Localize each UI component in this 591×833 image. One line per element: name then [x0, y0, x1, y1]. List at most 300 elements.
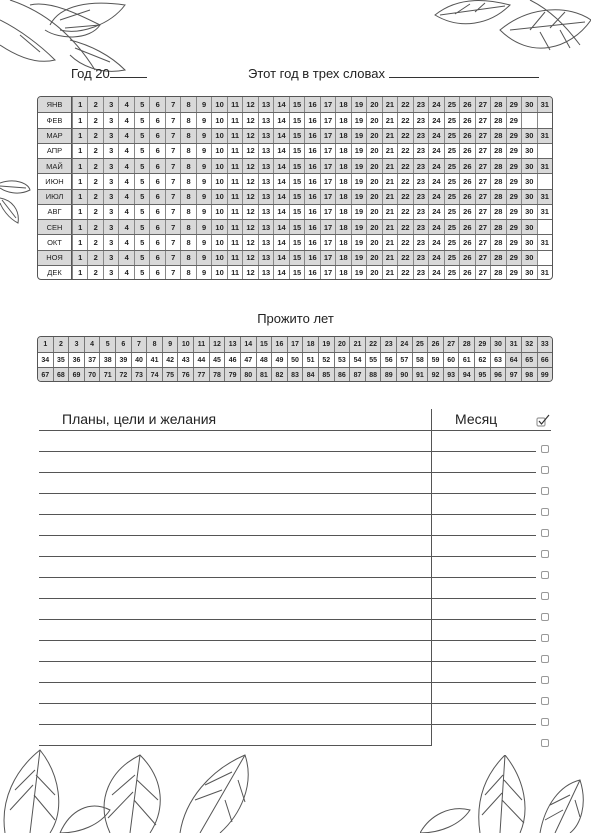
- year-cell[interactable]: 61: [458, 353, 474, 367]
- calendar-day-cell[interactable]: 1: [72, 159, 87, 173]
- calendar-day-cell[interactable]: 15: [289, 266, 304, 280]
- calendar-day-cell[interactable]: 5: [134, 113, 149, 127]
- calendar-day-cell[interactable]: 10: [211, 144, 226, 158]
- calendar-day-cell[interactable]: 2: [87, 174, 102, 188]
- year-cell[interactable]: 77: [193, 368, 209, 382]
- calendar-day-cell[interactable]: 16: [304, 266, 319, 280]
- calendar-day-cell[interactable]: 4: [118, 205, 133, 219]
- calendar-day-cell[interactable]: 10: [211, 251, 226, 265]
- calendar-day-cell[interactable]: 6: [149, 266, 164, 280]
- calendar-day-cell[interactable]: 17: [320, 190, 335, 204]
- calendar-day-cell[interactable]: 22: [397, 266, 412, 280]
- calendar-day-cell[interactable]: 25: [444, 220, 459, 234]
- calendar-day-cell[interactable]: 15: [289, 113, 304, 127]
- calendar-day-cell[interactable]: 12: [242, 159, 257, 173]
- plan-checkbox[interactable]: [541, 592, 549, 600]
- calendar-day-cell[interactable]: 9: [196, 266, 211, 280]
- calendar-day-cell[interactable]: 5: [134, 174, 149, 188]
- calendar-day-cell[interactable]: 3: [103, 129, 118, 143]
- calendar-day-cell[interactable]: 7: [165, 266, 180, 280]
- year-cell[interactable]: 70: [84, 368, 100, 382]
- calendar-day-cell[interactable]: 17: [320, 266, 335, 280]
- calendar-day-cell[interactable]: 30: [521, 251, 536, 265]
- plan-checkbox[interactable]: [541, 655, 549, 663]
- calendar-day-cell[interactable]: 5: [134, 251, 149, 265]
- plan-entry-line[interactable]: [39, 493, 536, 494]
- calendar-day-cell[interactable]: 27: [475, 266, 490, 280]
- calendar-day-cell[interactable]: 19: [351, 113, 366, 127]
- calendar-day-cell[interactable]: 18: [335, 113, 350, 127]
- year-cell[interactable]: 5: [99, 337, 115, 352]
- calendar-day-cell[interactable]: 1: [72, 144, 87, 158]
- calendar-day-cell[interactable]: 14: [273, 235, 288, 249]
- calendar-day-cell[interactable]: 2: [87, 159, 102, 173]
- year-cell[interactable]: 90: [396, 368, 412, 382]
- calendar-day-cell[interactable]: 28: [490, 235, 505, 249]
- calendar-day-cell[interactable]: 1: [72, 113, 87, 127]
- year-cell[interactable]: 39: [115, 353, 131, 367]
- year-cell[interactable]: 69: [68, 368, 84, 382]
- calendar-day-cell[interactable]: 24: [428, 235, 443, 249]
- year-cell[interactable]: 28: [458, 337, 474, 352]
- calendar-day-cell[interactable]: 31: [537, 235, 552, 249]
- calendar-day-cell[interactable]: 29: [506, 251, 521, 265]
- calendar-day-cell[interactable]: 25: [444, 266, 459, 280]
- calendar-day-cell[interactable]: 11: [227, 97, 242, 112]
- calendar-day-cell[interactable]: 8: [180, 190, 195, 204]
- calendar-day-cell[interactable]: 25: [444, 190, 459, 204]
- three-words-field[interactable]: [248, 66, 539, 81]
- calendar-day-cell[interactable]: 30: [521, 220, 536, 234]
- calendar-day-cell[interactable]: 26: [459, 113, 474, 127]
- year-cell[interactable]: 96: [490, 368, 506, 382]
- calendar-day-cell[interactable]: 8: [180, 266, 195, 280]
- calendar-day-cell[interactable]: 15: [289, 190, 304, 204]
- year-cell[interactable]: 12: [209, 337, 225, 352]
- year-cell[interactable]: 79: [224, 368, 240, 382]
- year-cell[interactable]: 48: [256, 353, 272, 367]
- year-cell[interactable]: 44: [193, 353, 209, 367]
- calendar-day-cell[interactable]: 23: [413, 205, 428, 219]
- calendar-day-cell[interactable]: 26: [459, 205, 474, 219]
- calendar-day-cell[interactable]: 14: [273, 205, 288, 219]
- calendar-day-cell[interactable]: 11: [227, 220, 242, 234]
- calendar-day-cell[interactable]: 4: [118, 97, 133, 112]
- calendar-day-cell[interactable]: 23: [413, 220, 428, 234]
- calendar-day-cell[interactable]: 29: [506, 129, 521, 143]
- year-cell[interactable]: 43: [177, 353, 193, 367]
- calendar-day-cell[interactable]: 24: [428, 190, 443, 204]
- calendar-day-cell[interactable]: 15: [289, 220, 304, 234]
- calendar-day-cell[interactable]: 16: [304, 97, 319, 112]
- calendar-day-cell[interactable]: 13: [258, 159, 273, 173]
- year-cell[interactable]: 74: [146, 368, 162, 382]
- calendar-day-cell[interactable]: 12: [242, 190, 257, 204]
- year-cell[interactable]: 94: [458, 368, 474, 382]
- calendar-day-cell[interactable]: 25: [444, 129, 459, 143]
- calendar-day-cell[interactable]: 8: [180, 205, 195, 219]
- calendar-day-cell[interactable]: 21: [382, 159, 397, 173]
- year-blank-line[interactable]: [110, 66, 147, 78]
- calendar-day-cell[interactable]: 23: [413, 266, 428, 280]
- calendar-day-cell[interactable]: 28: [490, 97, 505, 112]
- calendar-day-cell[interactable]: 31: [537, 205, 552, 219]
- calendar-day-cell[interactable]: 18: [335, 174, 350, 188]
- calendar-day-cell[interactable]: 28: [490, 144, 505, 158]
- year-cell[interactable]: 54: [349, 353, 365, 367]
- year-cell[interactable]: 51: [302, 353, 318, 367]
- calendar-day-cell[interactable]: 17: [320, 235, 335, 249]
- year-cell[interactable]: 24: [396, 337, 412, 352]
- calendar-day-cell[interactable]: 23: [413, 159, 428, 173]
- calendar-day-cell[interactable]: 6: [149, 235, 164, 249]
- calendar-day-cell[interactable]: 2: [87, 266, 102, 280]
- calendar-day-cell[interactable]: 13: [258, 251, 273, 265]
- calendar-day-cell[interactable]: 30: [521, 174, 536, 188]
- calendar-day-cell[interactable]: 27: [475, 129, 490, 143]
- calendar-day-cell[interactable]: 30: [521, 144, 536, 158]
- calendar-day-cell[interactable]: 3: [103, 220, 118, 234]
- year-cell[interactable]: 95: [474, 368, 490, 382]
- calendar-day-cell[interactable]: 20: [366, 113, 381, 127]
- calendar-day-cell[interactable]: 12: [242, 220, 257, 234]
- calendar-day-cell[interactable]: 24: [428, 113, 443, 127]
- calendar-day-cell[interactable]: 6: [149, 174, 164, 188]
- calendar-day-cell[interactable]: 26: [459, 266, 474, 280]
- year-cell[interactable]: 73: [131, 368, 147, 382]
- calendar-day-cell[interactable]: 13: [258, 205, 273, 219]
- plan-checkbox[interactable]: [541, 550, 549, 558]
- year-cell[interactable]: 46: [224, 353, 240, 367]
- year-cell[interactable]: 33: [537, 337, 553, 352]
- calendar-day-cell[interactable]: 6: [149, 97, 164, 112]
- calendar-day-cell[interactable]: 23: [413, 251, 428, 265]
- calendar-day-cell[interactable]: 2: [87, 220, 102, 234]
- year-cell[interactable]: 55: [365, 353, 381, 367]
- calendar-day-cell[interactable]: 9: [196, 174, 211, 188]
- calendar-day-cell[interactable]: 10: [211, 159, 226, 173]
- calendar-day-cell[interactable]: 9: [196, 235, 211, 249]
- calendar-day-cell[interactable]: 26: [459, 97, 474, 112]
- calendar-day-cell[interactable]: 8: [180, 129, 195, 143]
- calendar-day-cell[interactable]: 1: [72, 174, 87, 188]
- calendar-day-cell[interactable]: 27: [475, 190, 490, 204]
- calendar-day-cell[interactable]: 30: [521, 235, 536, 249]
- calendar-day-cell[interactable]: 13: [258, 113, 273, 127]
- year-cell[interactable]: 36: [68, 353, 84, 367]
- calendar-day-cell[interactable]: 18: [335, 129, 350, 143]
- calendar-day-cell[interactable]: 26: [459, 159, 474, 173]
- calendar-day-cell[interactable]: 1: [72, 190, 87, 204]
- calendar-day-cell[interactable]: 28: [490, 129, 505, 143]
- calendar-day-cell[interactable]: 28: [490, 266, 505, 280]
- calendar-day-cell[interactable]: 7: [165, 220, 180, 234]
- calendar-day-cell[interactable]: 11: [227, 205, 242, 219]
- calendar-day-cell[interactable]: 10: [211, 97, 226, 112]
- calendar-day-cell[interactable]: 26: [459, 235, 474, 249]
- year-cell[interactable]: 59: [427, 353, 443, 367]
- calendar-day-cell[interactable]: 13: [258, 266, 273, 280]
- calendar-day-cell[interactable]: 16: [304, 159, 319, 173]
- calendar-day-cell[interactable]: 17: [320, 97, 335, 112]
- year-cell[interactable]: 50: [287, 353, 303, 367]
- year-cell[interactable]: 71: [99, 368, 115, 382]
- calendar-day-cell[interactable]: 24: [428, 205, 443, 219]
- calendar-day-cell[interactable]: 15: [289, 174, 304, 188]
- calendar-day-cell[interactable]: 10: [211, 174, 226, 188]
- calendar-day-cell[interactable]: 7: [165, 159, 180, 173]
- calendar-day-cell[interactable]: 24: [428, 220, 443, 234]
- calendar-day-cell[interactable]: 29: [506, 266, 521, 280]
- calendar-day-cell[interactable]: 25: [444, 174, 459, 188]
- calendar-day-cell[interactable]: 16: [304, 205, 319, 219]
- calendar-day-cell[interactable]: 20: [366, 159, 381, 173]
- calendar-day-cell[interactable]: 1: [72, 97, 87, 112]
- calendar-day-cell[interactable]: 3: [103, 251, 118, 265]
- calendar-day-cell[interactable]: 27: [475, 97, 490, 112]
- calendar-day-cell[interactable]: 20: [366, 174, 381, 188]
- calendar-day-cell[interactable]: 10: [211, 190, 226, 204]
- year-cell[interactable]: 78: [209, 368, 225, 382]
- year-cell[interactable]: 68: [53, 368, 69, 382]
- year-cell[interactable]: 26: [427, 337, 443, 352]
- calendar-day-cell[interactable]: 25: [444, 113, 459, 127]
- calendar-day-cell[interactable]: 19: [351, 251, 366, 265]
- year-cell[interactable]: 17: [287, 337, 303, 352]
- calendar-day-cell[interactable]: 8: [180, 144, 195, 158]
- year-cell[interactable]: 49: [271, 353, 287, 367]
- year-cell[interactable]: 27: [443, 337, 459, 352]
- calendar-day-cell[interactable]: 1: [72, 129, 87, 143]
- calendar-day-cell[interactable]: 30: [521, 129, 536, 143]
- plan-entry-line[interactable]: [39, 598, 536, 599]
- calendar-day-cell[interactable]: 10: [211, 235, 226, 249]
- year-cell[interactable]: 86: [334, 368, 350, 382]
- calendar-day-cell[interactable]: 23: [413, 235, 428, 249]
- plan-entry-line[interactable]: [39, 514, 536, 515]
- year-cell[interactable]: 66: [537, 353, 553, 367]
- calendar-day-cell[interactable]: 20: [366, 97, 381, 112]
- calendar-day-cell[interactable]: 1: [72, 235, 87, 249]
- calendar-empty-cell[interactable]: [537, 144, 552, 158]
- calendar-day-cell[interactable]: 20: [366, 129, 381, 143]
- plan-checkbox[interactable]: [541, 718, 549, 726]
- year-cell[interactable]: 11: [193, 337, 209, 352]
- year-cell[interactable]: 52: [318, 353, 334, 367]
- calendar-day-cell[interactable]: 26: [459, 174, 474, 188]
- calendar-day-cell[interactable]: 14: [273, 129, 288, 143]
- calendar-day-cell[interactable]: 19: [351, 266, 366, 280]
- calendar-day-cell[interactable]: 5: [134, 144, 149, 158]
- calendar-day-cell[interactable]: 21: [382, 220, 397, 234]
- year-cell[interactable]: 8: [146, 337, 162, 352]
- calendar-day-cell[interactable]: 15: [289, 205, 304, 219]
- calendar-day-cell[interactable]: 23: [413, 113, 428, 127]
- calendar-day-cell[interactable]: 4: [118, 220, 133, 234]
- calendar-day-cell[interactable]: 27: [475, 174, 490, 188]
- calendar-day-cell[interactable]: 22: [397, 205, 412, 219]
- calendar-day-cell[interactable]: 6: [149, 251, 164, 265]
- calendar-day-cell[interactable]: 11: [227, 235, 242, 249]
- calendar-day-cell[interactable]: 18: [335, 97, 350, 112]
- calendar-day-cell[interactable]: 25: [444, 159, 459, 173]
- year-cell[interactable]: 92: [427, 368, 443, 382]
- calendar-day-cell[interactable]: 30: [521, 159, 536, 173]
- year-cell[interactable]: 80: [240, 368, 256, 382]
- calendar-day-cell[interactable]: 29: [506, 144, 521, 158]
- year-cell[interactable]: 3: [68, 337, 84, 352]
- year-cell[interactable]: 25: [412, 337, 428, 352]
- calendar-day-cell[interactable]: 20: [366, 251, 381, 265]
- plan-checkbox[interactable]: [541, 487, 549, 495]
- year-cell[interactable]: 30: [490, 337, 506, 352]
- calendar-day-cell[interactable]: 5: [134, 159, 149, 173]
- calendar-day-cell[interactable]: 3: [103, 159, 118, 173]
- calendar-day-cell[interactable]: 9: [196, 159, 211, 173]
- calendar-day-cell[interactable]: 19: [351, 190, 366, 204]
- calendar-day-cell[interactable]: 30: [521, 97, 536, 112]
- year-cell[interactable]: 2: [53, 337, 69, 352]
- year-cell[interactable]: 16: [271, 337, 287, 352]
- calendar-day-cell[interactable]: 11: [227, 113, 242, 127]
- calendar-day-cell[interactable]: 4: [118, 129, 133, 143]
- plan-entry-line[interactable]: [39, 745, 431, 746]
- calendar-day-cell[interactable]: 27: [475, 220, 490, 234]
- calendar-day-cell[interactable]: 28: [490, 190, 505, 204]
- calendar-day-cell[interactable]: 28: [490, 251, 505, 265]
- calendar-day-cell[interactable]: 18: [335, 235, 350, 249]
- calendar-day-cell[interactable]: 18: [335, 266, 350, 280]
- calendar-day-cell[interactable]: 4: [118, 174, 133, 188]
- calendar-day-cell[interactable]: 2: [87, 144, 102, 158]
- calendar-day-cell[interactable]: 11: [227, 251, 242, 265]
- plan-checkbox[interactable]: [541, 445, 549, 453]
- year-cell[interactable]: 84: [302, 368, 318, 382]
- year-cell[interactable]: 31: [505, 337, 521, 352]
- calendar-day-cell[interactable]: 31: [537, 190, 552, 204]
- year-cell[interactable]: 37: [84, 353, 100, 367]
- calendar-day-cell[interactable]: 14: [273, 220, 288, 234]
- calendar-day-cell[interactable]: 10: [211, 266, 226, 280]
- calendar-day-cell[interactable]: 9: [196, 190, 211, 204]
- year-cell[interactable]: 97: [505, 368, 521, 382]
- calendar-day-cell[interactable]: 2: [87, 129, 102, 143]
- calendar-day-cell[interactable]: 19: [351, 97, 366, 112]
- plan-checkbox[interactable]: [541, 676, 549, 684]
- calendar-day-cell[interactable]: 2: [87, 205, 102, 219]
- calendar-day-cell[interactable]: 13: [258, 144, 273, 158]
- year-cell[interactable]: 53: [334, 353, 350, 367]
- year-cell[interactable]: 9: [162, 337, 178, 352]
- calendar-day-cell[interactable]: 15: [289, 97, 304, 112]
- year-cell[interactable]: 56: [380, 353, 396, 367]
- year-cell[interactable]: 40: [131, 353, 147, 367]
- calendar-day-cell[interactable]: 12: [242, 113, 257, 127]
- calendar-day-cell[interactable]: 30: [521, 190, 536, 204]
- calendar-day-cell[interactable]: 15: [289, 235, 304, 249]
- calendar-day-cell[interactable]: 18: [335, 159, 350, 173]
- calendar-day-cell[interactable]: 19: [351, 235, 366, 249]
- calendar-day-cell[interactable]: 27: [475, 113, 490, 127]
- calendar-day-cell[interactable]: 23: [413, 97, 428, 112]
- calendar-day-cell[interactable]: 22: [397, 159, 412, 173]
- calendar-day-cell[interactable]: 20: [366, 144, 381, 158]
- year-cell[interactable]: 89: [380, 368, 396, 382]
- year-cell[interactable]: 14: [240, 337, 256, 352]
- year-cell[interactable]: 85: [318, 368, 334, 382]
- calendar-day-cell[interactable]: 8: [180, 220, 195, 234]
- plan-entry-line[interactable]: [39, 640, 536, 641]
- calendar-day-cell[interactable]: 10: [211, 220, 226, 234]
- year-cell[interactable]: 60: [443, 353, 459, 367]
- calendar-day-cell[interactable]: 17: [320, 251, 335, 265]
- calendar-day-cell[interactable]: 5: [134, 235, 149, 249]
- calendar-day-cell[interactable]: 4: [118, 113, 133, 127]
- year-cell[interactable]: 82: [271, 368, 287, 382]
- calendar-day-cell[interactable]: 19: [351, 144, 366, 158]
- calendar-day-cell[interactable]: 26: [459, 190, 474, 204]
- calendar-day-cell[interactable]: 4: [118, 251, 133, 265]
- year-cell[interactable]: 10: [177, 337, 193, 352]
- calendar-day-cell[interactable]: 13: [258, 220, 273, 234]
- calendar-day-cell[interactable]: 24: [428, 144, 443, 158]
- calendar-day-cell[interactable]: 7: [165, 113, 180, 127]
- calendar-day-cell[interactable]: 3: [103, 144, 118, 158]
- year-cell[interactable]: 19: [318, 337, 334, 352]
- calendar-day-cell[interactable]: 18: [335, 251, 350, 265]
- calendar-day-cell[interactable]: 24: [428, 266, 443, 280]
- calendar-day-cell[interactable]: 17: [320, 174, 335, 188]
- calendar-day-cell[interactable]: 13: [258, 174, 273, 188]
- calendar-day-cell[interactable]: 28: [490, 113, 505, 127]
- year-cell[interactable]: 93: [443, 368, 459, 382]
- calendar-day-cell[interactable]: 14: [273, 266, 288, 280]
- calendar-day-cell[interactable]: 8: [180, 235, 195, 249]
- year-cell[interactable]: 15: [256, 337, 272, 352]
- calendar-day-cell[interactable]: 20: [366, 190, 381, 204]
- calendar-day-cell[interactable]: 3: [103, 235, 118, 249]
- plan-checkbox[interactable]: [541, 529, 549, 537]
- year-cell[interactable]: 22: [365, 337, 381, 352]
- year-cell[interactable]: 57: [396, 353, 412, 367]
- plan-entry-line[interactable]: [39, 535, 536, 536]
- calendar-day-cell[interactable]: 6: [149, 220, 164, 234]
- calendar-day-cell[interactable]: 8: [180, 97, 195, 112]
- calendar-day-cell[interactable]: 14: [273, 190, 288, 204]
- calendar-day-cell[interactable]: 10: [211, 205, 226, 219]
- calendar-day-cell[interactable]: 15: [289, 251, 304, 265]
- calendar-day-cell[interactable]: 17: [320, 129, 335, 143]
- calendar-day-cell[interactable]: 9: [196, 205, 211, 219]
- calendar-day-cell[interactable]: 29: [506, 220, 521, 234]
- calendar-day-cell[interactable]: 9: [196, 251, 211, 265]
- year-cell[interactable]: 45: [209, 353, 225, 367]
- calendar-day-cell[interactable]: 29: [506, 97, 521, 112]
- calendar-day-cell[interactable]: 4: [118, 159, 133, 173]
- plan-entry-line[interactable]: [39, 451, 536, 452]
- plan-checkbox[interactable]: [541, 571, 549, 579]
- calendar-day-cell[interactable]: 24: [428, 159, 443, 173]
- calendar-day-cell[interactable]: 16: [304, 190, 319, 204]
- calendar-day-cell[interactable]: 5: [134, 205, 149, 219]
- calendar-day-cell[interactable]: 22: [397, 174, 412, 188]
- calendar-day-cell[interactable]: 10: [211, 113, 226, 127]
- calendar-day-cell[interactable]: 7: [165, 235, 180, 249]
- calendar-day-cell[interactable]: 27: [475, 205, 490, 219]
- calendar-day-cell[interactable]: 22: [397, 220, 412, 234]
- calendar-day-cell[interactable]: 28: [490, 220, 505, 234]
- calendar-day-cell[interactable]: 20: [366, 266, 381, 280]
